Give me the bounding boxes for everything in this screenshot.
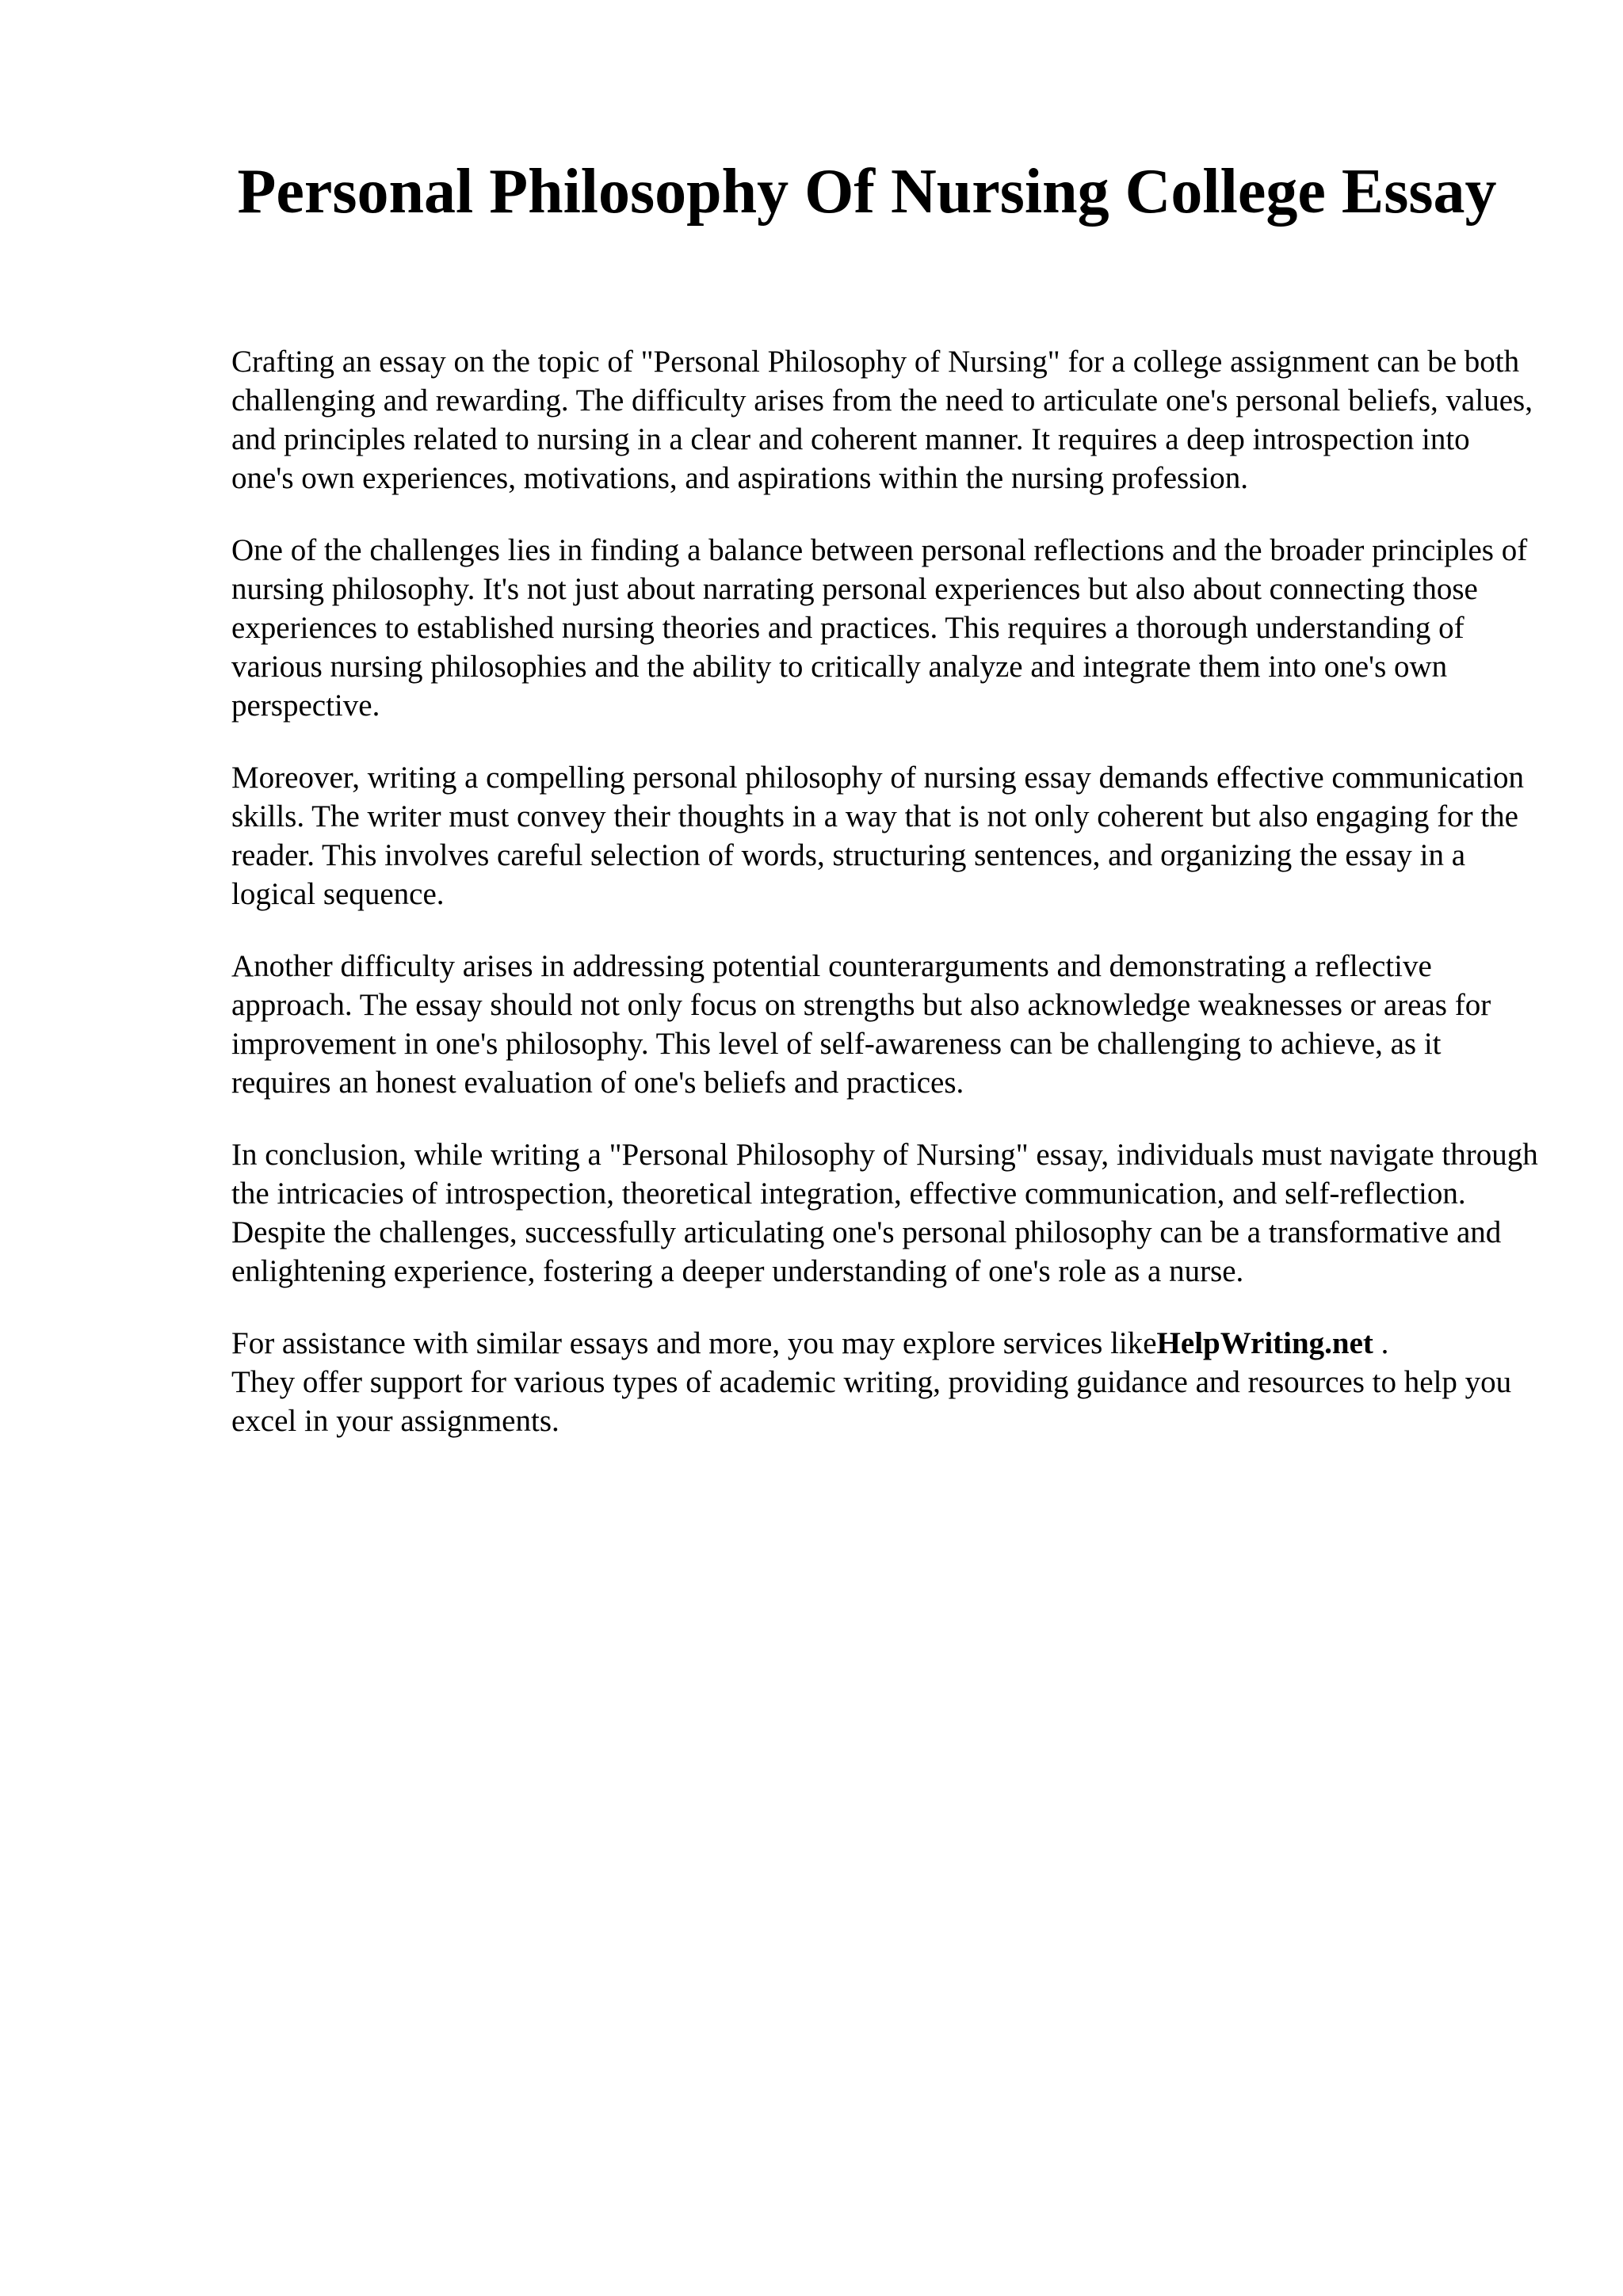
- paragraph-challenges: One of the challenges lies in finding a balance between personal reflections and the broader principles of nursing philosophy. It's not just about narrating personal experiences but also about connecting those experiences to established nursing theories and practices. This requires a thorough understanding of various nursing philosophies and the ability to critically analyze and integrate them into one's own perspective.: [231, 533, 1528, 723]
- paragraph-closing: [231, 1324, 1539, 1440]
- paragraph-counterarguments: Another difficulty arises in addressing potential counterarguments and demonstrating a reflective approach. The essay should not only focus on strengths but also acknowledge weaknesses or areas for improvement in one's philosophy. This level of self-awareness can be challenging to achieve, as it requires an honest evaluation of one's beliefs and practices.: [231, 949, 1491, 1100]
- closing-rest: They offer support for various types of academic writing, providing guidance and resources to help you excel in your assignments.: [231, 1365, 1512, 1438]
- closing-lead: For assistance with similar essays and more, you may explore services like: [231, 1326, 1157, 1360]
- paragraph-communication: Moreover, writing a compelling personal philosophy of nursing essay demands effective communication skills. The writer must convey their thoughts in a way that is not only coherent but also engaging for the reader. This involves careful selection of words, structuring sentences, and organizing the essay in a logical sequence.: [231, 761, 1524, 911]
- paragraph-conclusion: In conclusion, while writing a "Personal Philosophy of Nursing" essay, individuals must navigate through the intricacies of introspection, theoretical integration, effective communication, and self-reflection. Despite the challenges, successfully articulating one's personal philosophy can be a transformative and enlightening experience, fostering a deeper understanding of one's role as a nurse.: [231, 1138, 1538, 1288]
- document-body: [231, 342, 1539, 1440]
- document-title: Personal Philosophy Of Nursing College Essay: [237, 157, 1497, 227]
- paragraph-intro: Crafting an essay on the topic of "Personal Philosophy of Nursing" for a college assignment can be both challenging and rewarding. The difficulty arises from the need to articulate one's personal beliefs, values, and principles related to nursing in a clear and coherent manner. It requires a deep introspection into one's own experiences, motivations, and aspirations within the nursing profession.: [231, 345, 1533, 495]
- helpwriting-link[interactable]: HelpWriting.net: [1156, 1326, 1373, 1360]
- closing-after-link: .: [1373, 1326, 1389, 1360]
